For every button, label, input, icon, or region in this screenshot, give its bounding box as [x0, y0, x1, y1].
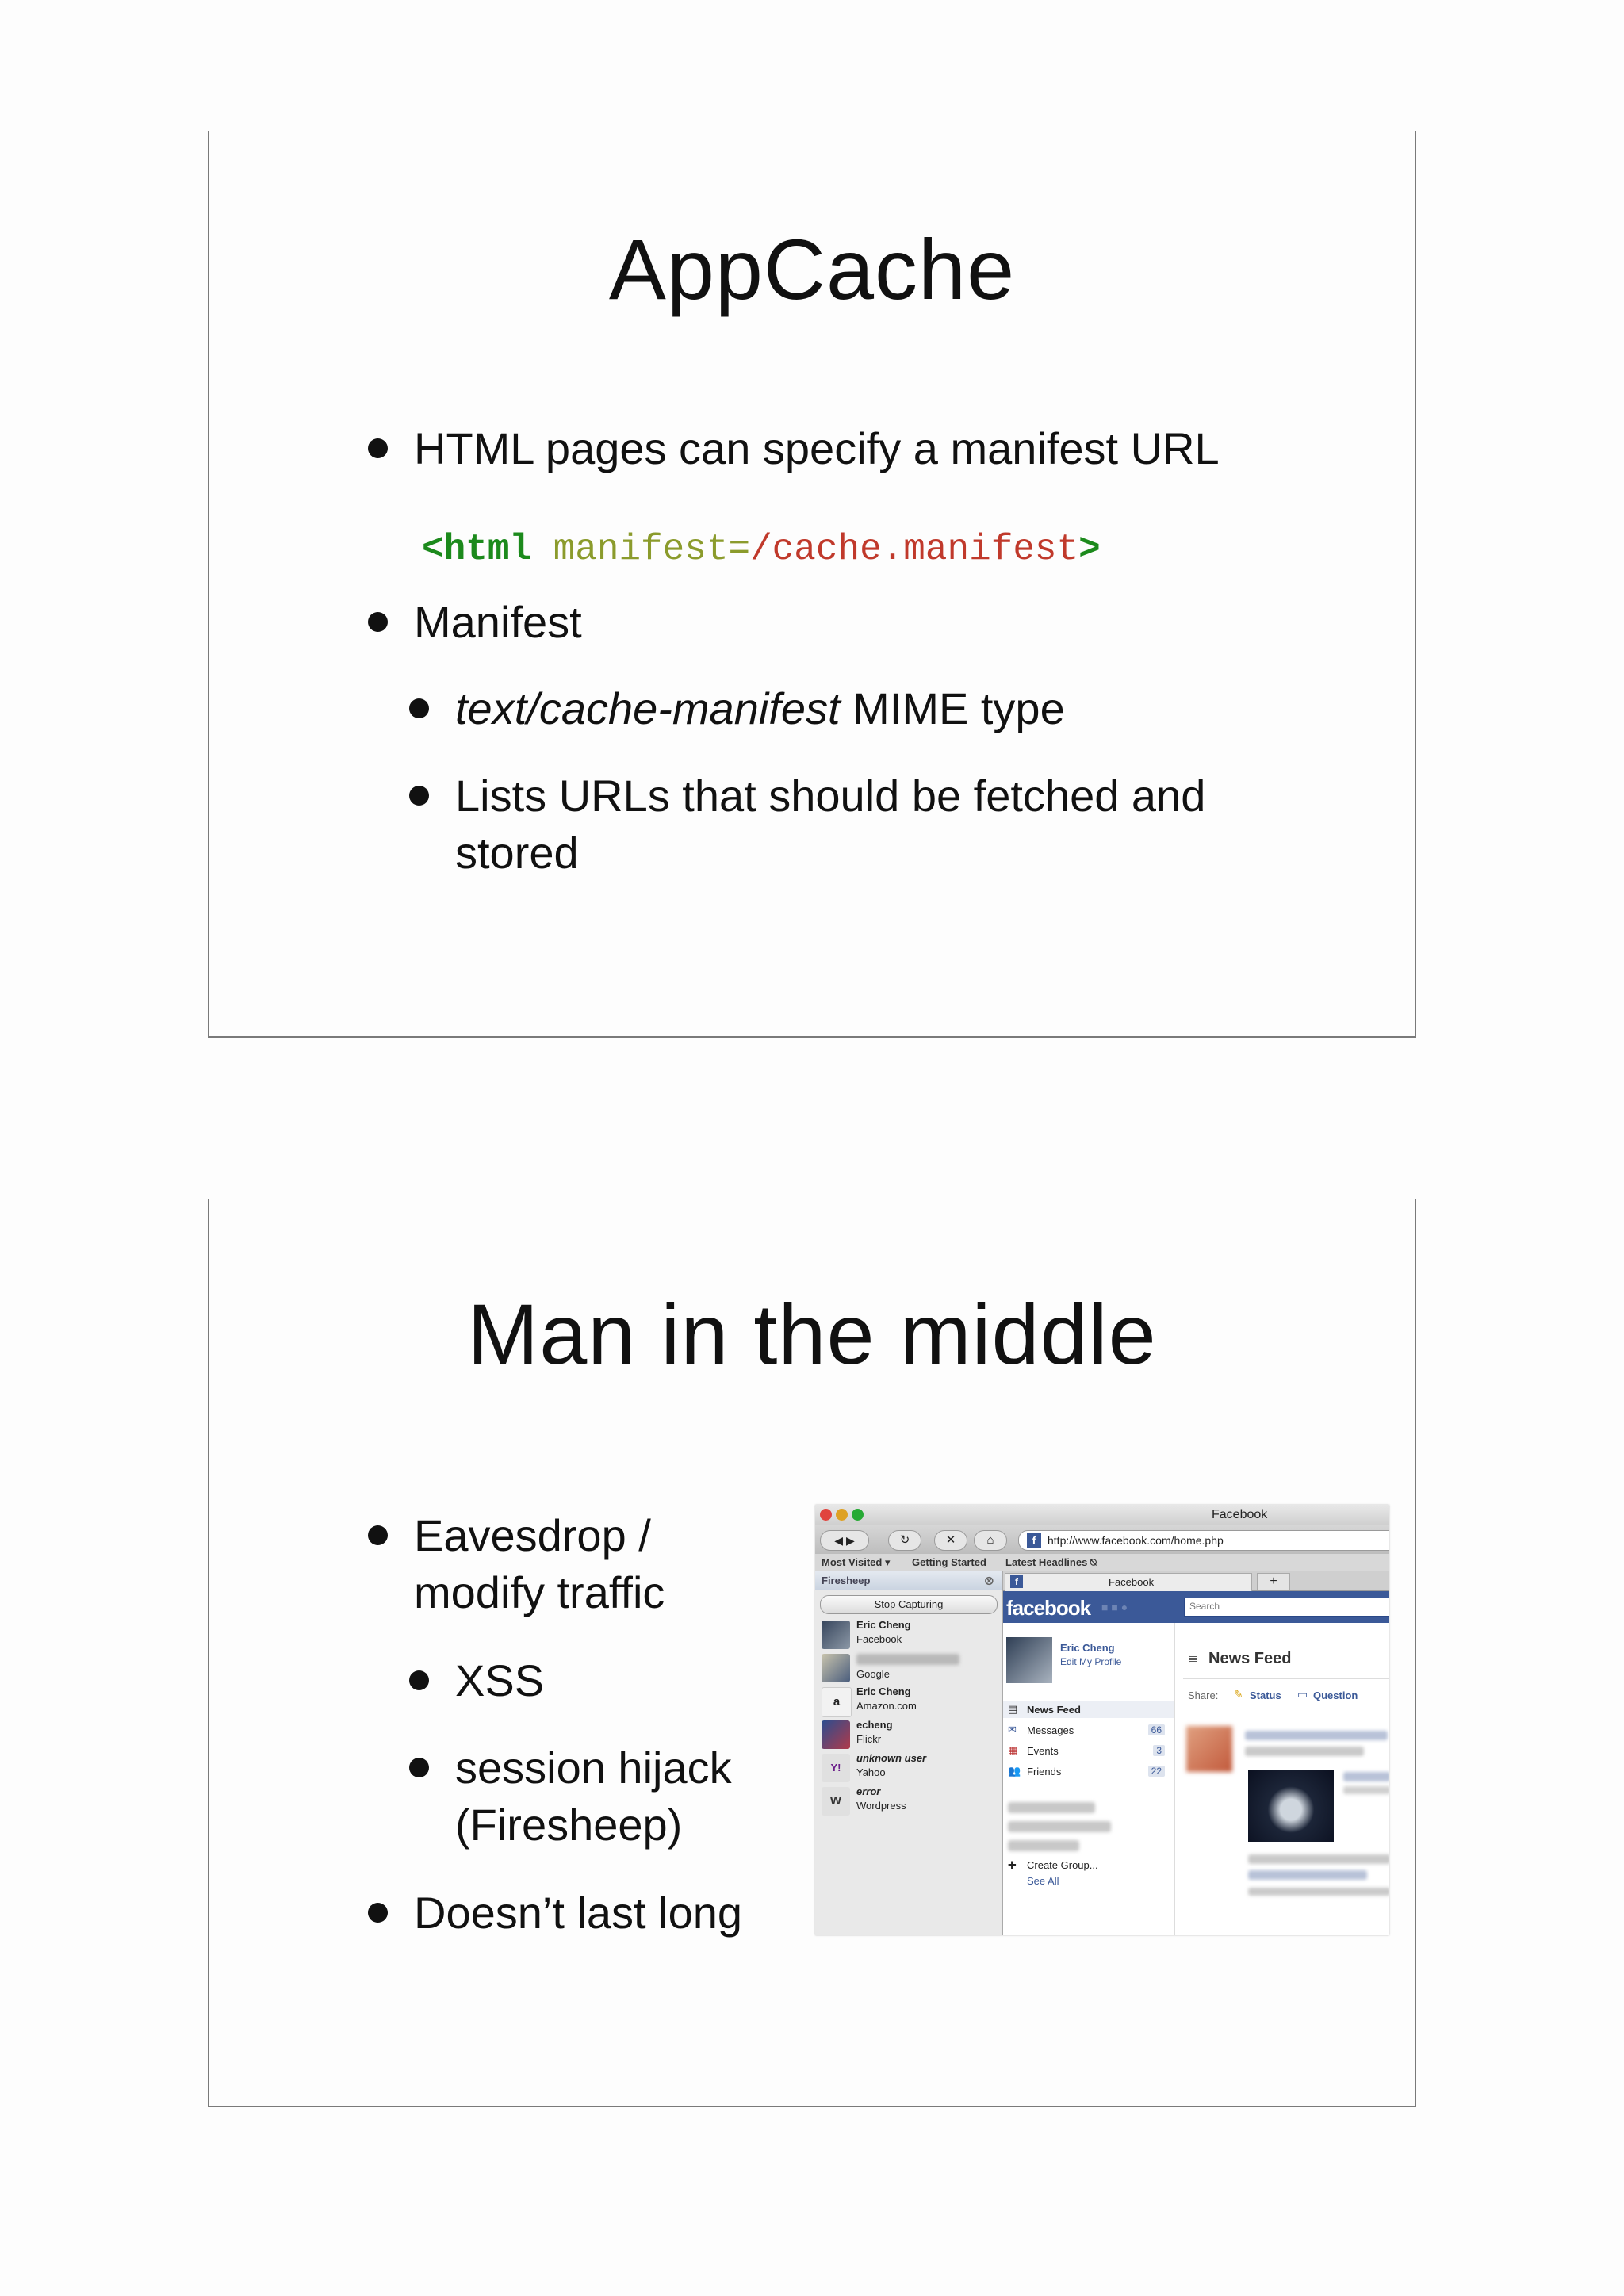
profile-avatar[interactable] [1006, 1637, 1052, 1683]
avatar [822, 1621, 850, 1649]
close-sidebar-icon[interactable]: ⊗ [983, 1575, 994, 1588]
blurred-feed-text [1245, 1731, 1388, 1740]
reload-icon[interactable]: ↻ [888, 1530, 921, 1551]
friend-avatar-blurred [1186, 1726, 1232, 1772]
bullet-manifest-url: HTML pages can specify a manifest URL [414, 423, 1220, 473]
bookmark-latest-headlines[interactable]: Latest Headlines ⍉ [1005, 1556, 1097, 1568]
bookmark-most-visited[interactable]: Most Visited ▾ [822, 1556, 891, 1568]
profile-name[interactable]: Eric Cheng [1060, 1642, 1115, 1654]
bullet-dot [368, 438, 388, 458]
nav-events[interactable] [1003, 1742, 1174, 1759]
session-row[interactable] [822, 1652, 996, 1684]
mime-type-suffix: MIME type [840, 683, 1065, 733]
session-row[interactable] [822, 1752, 996, 1784]
session-row[interactable] [822, 1719, 996, 1751]
sub-bullet-dot [409, 698, 429, 718]
session-row[interactable] [822, 1619, 996, 1651]
bullet-dot [368, 612, 388, 632]
fb-search-input[interactable] [1184, 1598, 1389, 1617]
close-window-icon[interactable] [820, 1509, 832, 1521]
blurred-group-item [1008, 1821, 1111, 1832]
bullet-doesnt-last-long: Doesn’t last long [414, 1888, 743, 1938]
blurred-group-item [1008, 1840, 1079, 1851]
code-attr: manifest= [531, 529, 751, 570]
sub-bullet-mime [455, 680, 1065, 737]
bullet-eavesdrop-line2: modify traffic [414, 1567, 665, 1617]
nav-news-feed[interactable] [1003, 1701, 1174, 1718]
minimize-window-icon[interactable] [836, 1509, 848, 1521]
edit-profile-link[interactable]: Edit My Profile [1060, 1656, 1122, 1667]
sub-bullet-dot [409, 1670, 429, 1690]
avatar [822, 1654, 850, 1682]
session-user: Eric Cheng [856, 1619, 911, 1631]
nav-label: Messages [1027, 1724, 1074, 1736]
sub-bullet-dot [409, 1758, 429, 1777]
session-user: error [856, 1785, 881, 1797]
code-tag-close: > [1078, 529, 1101, 570]
blurred-group-item [1008, 1802, 1095, 1813]
fb-header [1003, 1591, 1389, 1623]
firesheep-sidebar [815, 1571, 1003, 1935]
yahoo-icon: Y! [822, 1754, 850, 1782]
session-site: Yahoo [856, 1766, 886, 1778]
slide-title: Man in the middle [467, 1286, 1157, 1382]
new-tab-button[interactable]: + [1257, 1573, 1290, 1590]
share-status-button[interactable]: Status [1250, 1689, 1281, 1701]
session-user: Eric Cheng [856, 1686, 911, 1697]
code-tag-open: <html [422, 529, 532, 570]
sub-bullet-lists-urls-line1: Lists URLs that should be fetched and [455, 771, 1206, 821]
slide-title: AppCache [608, 221, 1016, 317]
session-user: echeng [856, 1719, 893, 1731]
status-icon: ✎ [1234, 1688, 1243, 1701]
facebook-favicon-icon: f [1010, 1575, 1023, 1588]
bookmark-getting-started[interactable]: Getting Started [912, 1556, 986, 1568]
notification-icons[interactable]: ■ ■ ● [1101, 1601, 1128, 1613]
amazon-icon: a [822, 1687, 852, 1717]
nav-count: 3 [1153, 1745, 1165, 1756]
sub-bullet-dot [409, 786, 429, 806]
mime-type-text: text/cache-manifest [455, 683, 841, 733]
nav-toolbar [815, 1525, 1389, 1554]
feed-photo[interactable] [1248, 1770, 1334, 1842]
tab-facebook[interactable] [1005, 1573, 1252, 1591]
blurred-feed-text [1248, 1854, 1389, 1864]
nav-count: 66 [1148, 1724, 1165, 1735]
code-value: /cache.manifest [750, 529, 1079, 570]
tab-strip [1003, 1571, 1389, 1591]
events-icon: ▦ [1008, 1744, 1018, 1756]
sidebar-header [815, 1571, 1002, 1590]
fb-main-feed [1175, 1623, 1389, 1935]
blurred-feed-text [1248, 1888, 1389, 1896]
slide-man-in-the-middle [208, 1199, 1416, 2107]
nav-label: Friends [1027, 1766, 1062, 1777]
window-titlebar [815, 1505, 1389, 1525]
firesheep-screenshot [815, 1505, 1389, 1935]
session-site: Google [856, 1668, 890, 1680]
blurred-feed-text [1343, 1772, 1389, 1781]
see-all-link[interactable]: See All [1027, 1875, 1059, 1887]
sub-bullet-session-hijack-line1: session hijack [455, 1743, 732, 1793]
code-example [422, 529, 1101, 570]
session-site: Flickr [856, 1733, 882, 1745]
bullet-manifest: Manifest [414, 597, 582, 647]
nav-friends[interactable] [1003, 1762, 1174, 1780]
bullet-dot [368, 1525, 388, 1545]
messages-icon: ✉ [1008, 1724, 1017, 1735]
friends-icon: 👥 [1008, 1765, 1021, 1777]
fb-left-column [1003, 1623, 1175, 1935]
nav-messages[interactable] [1003, 1721, 1174, 1739]
zoom-window-icon[interactable] [852, 1509, 864, 1521]
slide-appcache [208, 131, 1416, 1038]
url-text: http://www.facebook.com/home.php [1048, 1534, 1224, 1547]
facebook-favicon-icon: f [1027, 1533, 1041, 1548]
facebook-logo[interactable]: facebook [1006, 1596, 1091, 1620]
news-feed-title-icon: ▤ [1188, 1651, 1199, 1664]
question-icon: ▭ [1297, 1688, 1308, 1701]
divider [1183, 1678, 1389, 1679]
nav-count: 22 [1148, 1766, 1165, 1777]
session-site: Facebook [856, 1633, 902, 1645]
share-question-button[interactable]: Question [1313, 1689, 1358, 1701]
window-title: Facebook [1212, 1508, 1268, 1521]
tab-label: Facebook [1109, 1576, 1155, 1588]
bullet-dot [368, 1903, 388, 1923]
fb-search-placeholder: Search [1189, 1601, 1220, 1612]
stop-capturing-button[interactable]: Stop Capturing [820, 1595, 998, 1614]
session-row[interactable] [822, 1785, 996, 1817]
sub-bullet-xss: XSS [455, 1655, 545, 1705]
blurred-feed-text [1343, 1786, 1389, 1794]
blurred-feed-text [1245, 1747, 1364, 1756]
session-site: Amazon.com [856, 1700, 917, 1712]
nav-label: Events [1027, 1745, 1059, 1757]
news-feed-icon: ▤ [1008, 1703, 1018, 1715]
session-site: Wordpress [856, 1800, 906, 1812]
avatar [822, 1720, 850, 1749]
facebook-page [1003, 1591, 1389, 1935]
create-group-link[interactable]: Create Group... [1027, 1859, 1098, 1871]
share-label: Share: [1188, 1689, 1219, 1701]
bullet-eavesdrop-line1: Eavesdrop / [414, 1510, 651, 1560]
session-row[interactable] [822, 1686, 996, 1717]
back-forward-button[interactable]: ◀ ▶ [820, 1530, 869, 1551]
blurred-username [856, 1654, 959, 1665]
bookmarks-bar [815, 1554, 1389, 1571]
nav-label: News Feed [1027, 1704, 1081, 1716]
blurred-feed-text [1248, 1870, 1367, 1880]
news-feed-title: News Feed [1208, 1650, 1292, 1667]
sidebar-title: Firesheep [822, 1575, 871, 1586]
stop-icon[interactable]: ✕ [934, 1530, 967, 1551]
wordpress-icon: W [822, 1787, 850, 1816]
home-icon[interactable]: ⌂ [974, 1530, 1007, 1551]
sub-bullet-session-hijack-line2: (Firesheep) [455, 1800, 683, 1850]
create-group-icon: ✚ [1008, 1859, 1017, 1871]
sub-bullet-lists-urls-line2: stored [455, 828, 579, 878]
session-user: unknown user [856, 1752, 927, 1764]
url-bar[interactable] [1018, 1530, 1389, 1551]
